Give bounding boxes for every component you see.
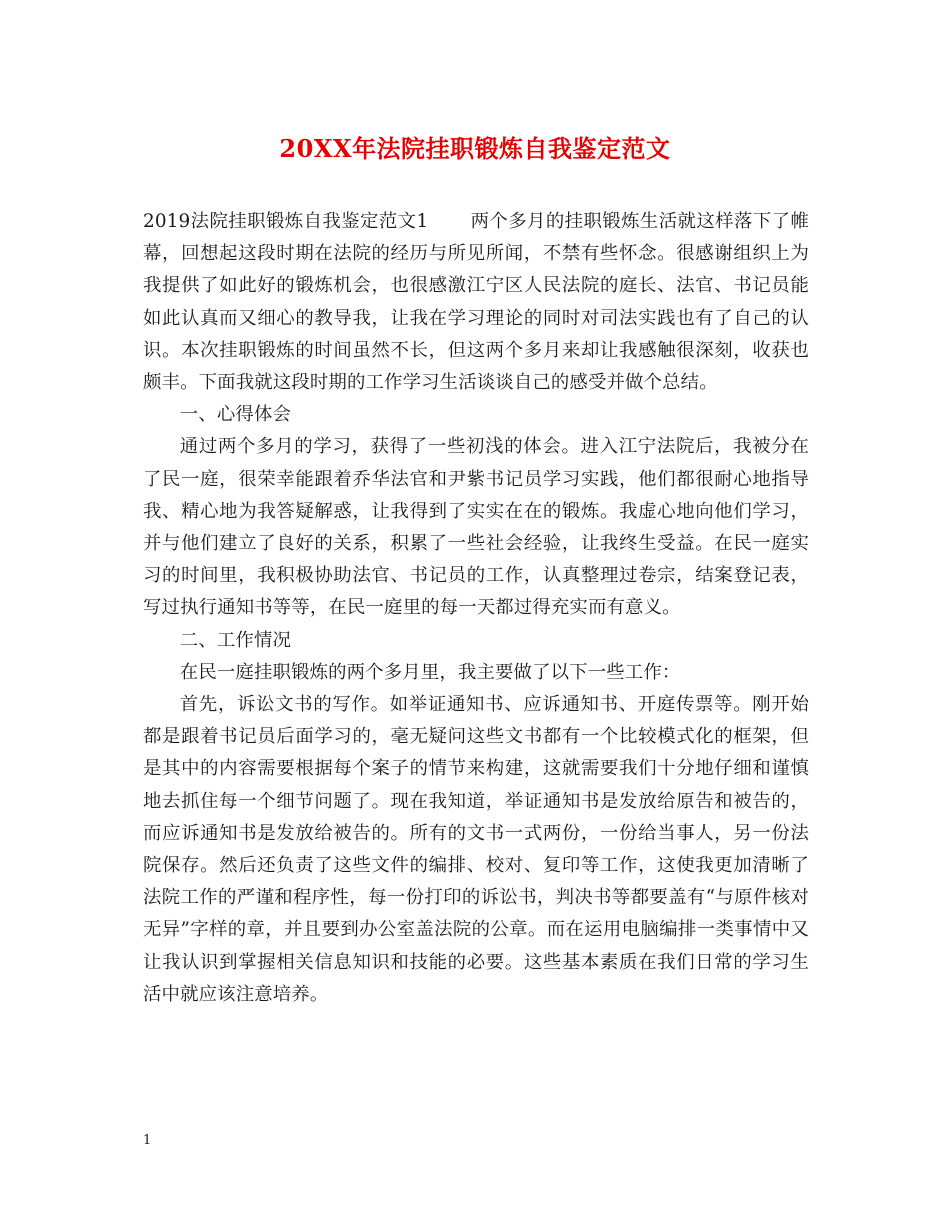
page-number: 1 xyxy=(143,1133,152,1148)
intro-label: 2019法院挂职锻炼自我鉴定范文1 xyxy=(143,211,429,232)
section1-paragraph: 通过两个多月的学习，获得了一些初浅的体会。进入江宁法院后，我被分在了民一庭，很荣幸能跟着乔华法官和尹紫书记员学习实践，他们都很耐心地指导我、精心地为我答疑解惑，让我得到了实实在在的锻炼。我虚心地向他们学习，并与他们建立了良好的关系，积累了一些社会经验，让我终生受益。在民一庭实习的时间里，我积极协助法官、书记员的工作，认真整理过卷宗，结案登记表，写过执行通知书等等，在民一庭里的每一天都过得充实而有意义。 xyxy=(143,436,809,619)
intro-text: 两个多月的挂职锻炼生活就这样落下了帷幕，回想起这段时期在法院的经历与所见所闻，不禁有些怀念。很感谢组织上为我提供了如此好的锻炼机会，也很感激江宁区人民法院的庭长、法官、书记员能如此认真而又细心的教导我，让我在学习理论的同时对司法实践也有了自己的认识。本次挂职锻炼的时间虽然不长，但这两个多月来却让我感触很深刻，收获也颇丰。下面我就这段时期的工作学习生活谈谈自己的感受并做个总结。 xyxy=(143,211,809,394)
section1-heading: 一、心得体会 xyxy=(179,404,292,426)
document-body xyxy=(143,206,809,1011)
section2-intro: 在民一庭挂职锻炼的两个多月里，我主要做了以下一些工作： xyxy=(179,661,681,683)
section2-paragraph: 首先，诉讼文书的写作。如举证通知书、应诉通知书、开庭传票等。刚开始都是跟着书记员后面学习的，毫无疑问这些文书都有一个比较模式化的框架，但是其中的内容需要根据每个案子的情节来构建，这就需要我们十分地仔细和谨慎地去抓住每一个细节问题了。现在我知道，举证通知书是发放给原告和被告的，而应诉通知书是发放给被告的。所有的文书一式两份，一份给当事人，另一份法院保存。然后还负责了这些文件的编排、校对、复印等工作，这使我更加清晰了法院工作的严谨和程序性，每一份打印的诉讼书，判决书等都要盖有“与原件核对无异”字样的章，并且要到办公室盖法院的公章。而在运用电脑编排一类事情中又让我认识到掌握相关信息知识和技能的必要。这些基本素质在我们日常的学习生活中就应该注意培养。 xyxy=(143,694,809,1005)
intro-paragraph xyxy=(143,206,809,399)
section2-heading: 二、工作情况 xyxy=(179,629,292,651)
document-title: 20XX年法院挂职锻炼自我鉴定范文 xyxy=(279,134,671,163)
